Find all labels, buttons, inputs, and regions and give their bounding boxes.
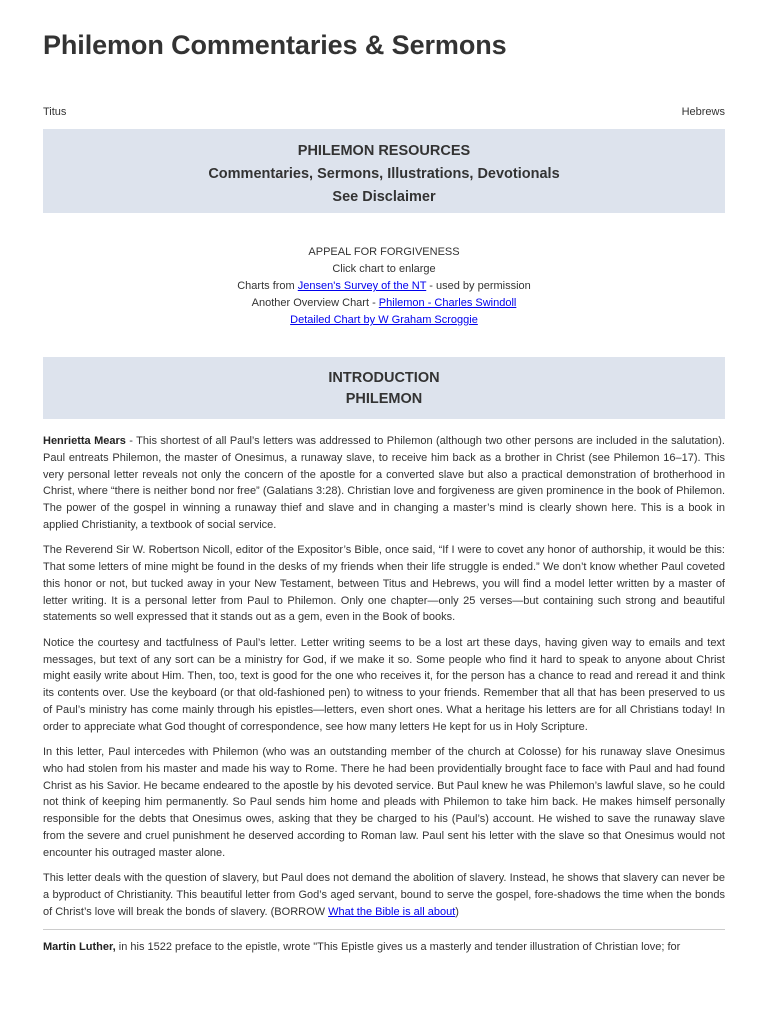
paragraph-intercedes: In this letter, Paul intercedes with Philemon (who was an outstanding member of the church at Colosse) for his runaway slave Onesimus who had stolen from his master and made his way to Rome. There he had been providentially brought face to face with Paul and had found Christ as his Savior. He became endeared to the apostle by his devoted service. But Paul knew he was Philemon’s lawful slave, so he could not think of keeping him permanently. So Paul sends him home and pleads with Philemon to take him back. He makes himself personally responsible for the debts that Onesimus owes, asking that they be charged to his (Paul’s) account. He wished to save the runaway slave from the severe and cruel punishment he deserved according to Roman law. Paul sent his letter with the slave so that Onesimus would not encounter his outraged master alone. [43,746,725,859]
paragraph-text: - This shortest of all Paul’s letters was addressed to Philemon (although two other persons are included in the salutation). Paul entreats Philemon, the master of Onesimus, a runaway slave, to receive him back as a brother in Christ (see Philemon 16–17). This very personal letter reveals not only the concern of the apostle for a converted slave but also a practical demonstration of brotherhood in Christ, where “there is neither bond nor free” (Galatians 3:28). Christian love and forgiveness are given prominence in the book of Philemon. The power of the gospel in winning a runaway thief and slave and in changing a master’s mind is clearly shown here. This is a book in applied Christianity, a textbook of social service. [43,435,725,531]
prev-book-link[interactable]: Titus [43,106,67,118]
charts-credit [43,278,725,295]
paragraph-text: This letter deals with the question of slavery, but Paul does not demand the abolition of slavery. Instead, he shows that slavery can never be a byproduct of Christianity. This beautiful letter from God’s aged servant, bound to serve the gospel, fore-shadows the time when the bonds of Christ’s love will break the bonds of slavery. (BORROW [43,872,725,918]
paragraph-text: in his 1522 preface to the epistle, wrote "This Epistle gives us a masterly and tender illustration of Christian love; for [115,941,681,954]
resources-subheading: Commentaries, Sermons, Illustrations, Devotionals [208,166,560,182]
resources-heading: PHILEMON RESOURCES [297,143,471,159]
overview-chart-line [43,295,725,312]
charts-credit-suffix: - used by permission [426,280,531,292]
jensen-survey-link[interactable]: Jensen's Survey of the NT [297,280,427,292]
click-to-enlarge-text: Click chart to enlarge [332,263,436,275]
charts-credit-prefix: Charts from [237,280,298,292]
paragraph-mears [43,433,725,534]
next-book-link[interactable]: Hebrews [681,106,725,118]
paragraph-slavery [43,870,725,920]
paragraph-luther [43,939,725,956]
paragraph-end: ) [455,905,459,918]
paragraph-nicoll: The Reverend Sir W. Robertson Nicoll, editor of the Expositor’s Bible, once said, “If I were to covet any honor of authorship, it would be this: That some letters of mine might be found in the desks of my friends when their life struggle is ended.” We don’t know whether Paul coveted this honor or not, but tucked away in your New Testament, between Titus and Hebrews, you will find a model letter written by a master of letter writing. It is a personal letter from Paul to Philemon. Only one chapter—only 25 verses—but containing such strong and beautiful statements so well expressed that it stands out as a gem, even in the Book of books. [43,544,725,624]
author-name: Henrietta Mears [43,435,126,447]
chart-info [43,244,725,329]
author-name: Martin Luther, [43,941,116,954]
introduction-banner [43,357,725,419]
bible-all-about-link[interactable]: What the Bible is all about [328,905,456,918]
page-title: Philemon Commentaries & Sermons [43,30,507,60]
overview-prefix: Another Overview Chart - [251,297,379,309]
detailed-chart-line [43,312,725,329]
section-divider [43,929,725,930]
chart-heading: APPEAL FOR FORGIVENESS [308,246,460,258]
introduction-heading: INTRODUCTION [328,370,440,386]
resources-banner [43,129,725,213]
paragraph-courtesy: Notice the courtesy and tactfulness of Paul’s letter. Letter writing seems to be a lost art these days, having given way to emails and text messages, but text of any sort can be a ministry for God, if we make it so. Some people who find it hard to speak to anyone about Christ might easily write about Him. Then, too, text is good for the one who receives it, for the person has a chance to read and reread it and think its contents over. Use the keyboard (or that old-fashioned pen) to witness to your friends. Remember that all that has been preserved to us of Paul’s ministry has come mainly through his epistles—letters, even short ones. What a heritage his letters are for all Christians today! In order to appreciate what God thought of correspondence, see how many letters He kept for us in Holy Scripture. [43,636,725,733]
article-body [43,433,725,964]
swindoll-chart-link[interactable]: Philemon - Charles Swindoll [378,297,517,309]
disclaimer-link[interactable]: See Disclaimer [332,189,436,205]
scroggie-chart-link[interactable]: Detailed Chart by W Graham Scroggie [290,314,478,326]
introduction-subheading: PHILEMON [345,391,423,407]
